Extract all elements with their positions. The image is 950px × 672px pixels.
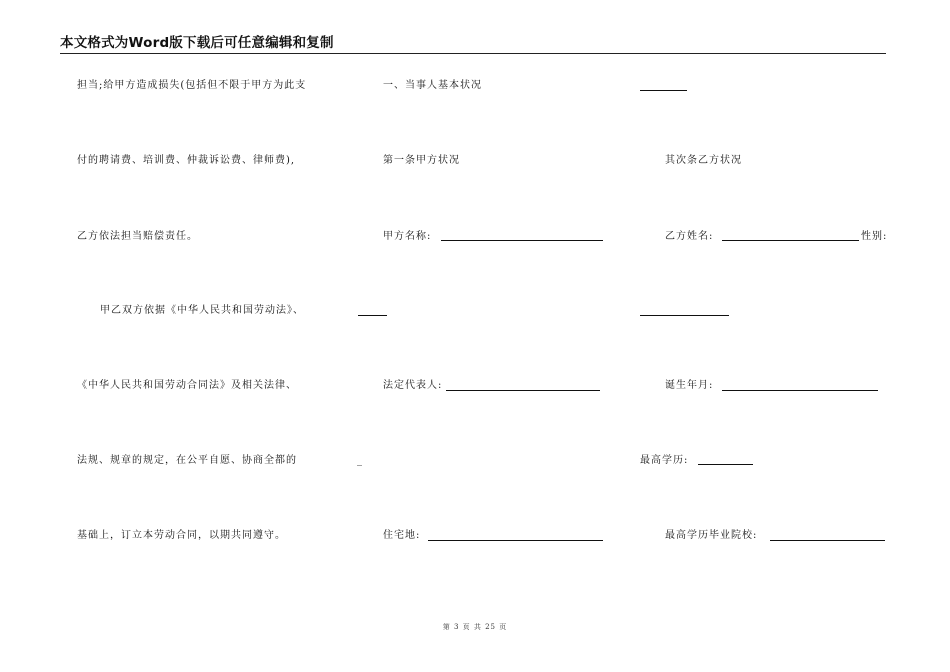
page-header — [60, 35, 886, 54]
left-line-2: 付的聘请费、培训费、仲裁诉讼费、律师费), — [77, 155, 296, 166]
header-title: 本文格式为Word版下载后可任意编辑和复制 — [60, 35, 334, 51]
article-one-title: 第一条甲方状况 — [383, 155, 460, 166]
party-b-name-field[interactable] — [722, 240, 859, 241]
page-number: 第 3 页 共 25 页 — [442, 623, 508, 631]
right-top-blank[interactable] — [640, 90, 687, 91]
gender-label: 性别: — [861, 231, 888, 242]
legal-rep-field[interactable] — [446, 390, 600, 391]
school-field[interactable] — [770, 540, 885, 541]
school-label: 最高学历毕业院校: — [665, 530, 758, 541]
left-line-6: 法规、规章的规定，在公平自愿、协商全都的 — [77, 455, 297, 466]
left-line-1: 担当;给甲方造成损失(包括但不限于甲方为此支 — [77, 80, 307, 91]
education-field[interactable] — [698, 464, 753, 465]
birth-field[interactable] — [722, 390, 878, 391]
party-a-name-field[interactable] — [441, 240, 603, 241]
section-title: 一、当事人基本状况 — [383, 80, 482, 91]
right-blank-line[interactable] — [640, 315, 729, 316]
address-label: 住宅地: — [383, 530, 421, 541]
left-line-5: 《中华人民共和国劳动合同法》及相关法律、 — [77, 380, 297, 391]
article-two-title: 其次条乙方状况 — [665, 155, 742, 166]
left-line-4: 甲乙双方依据《中华人民共和国劳动法》、 — [100, 305, 304, 316]
left-line-7: 基础上，订立本劳动合同，以期共同遵守。 — [77, 530, 286, 541]
birth-label: 诞生年月: — [665, 380, 714, 391]
party-a-name-label: 甲方名称: — [383, 231, 432, 242]
left-line-3: 乙方依法担当赔偿责任。 — [77, 231, 198, 242]
party-b-name-label: 乙方姓名: — [665, 231, 714, 242]
education-label: 最高学历: — [640, 455, 689, 466]
middle-blank-line[interactable] — [358, 315, 387, 316]
address-field[interactable] — [428, 540, 603, 541]
legal-rep-label: 法定代表人: — [383, 380, 443, 391]
underscore-mark: _ — [357, 455, 363, 466]
